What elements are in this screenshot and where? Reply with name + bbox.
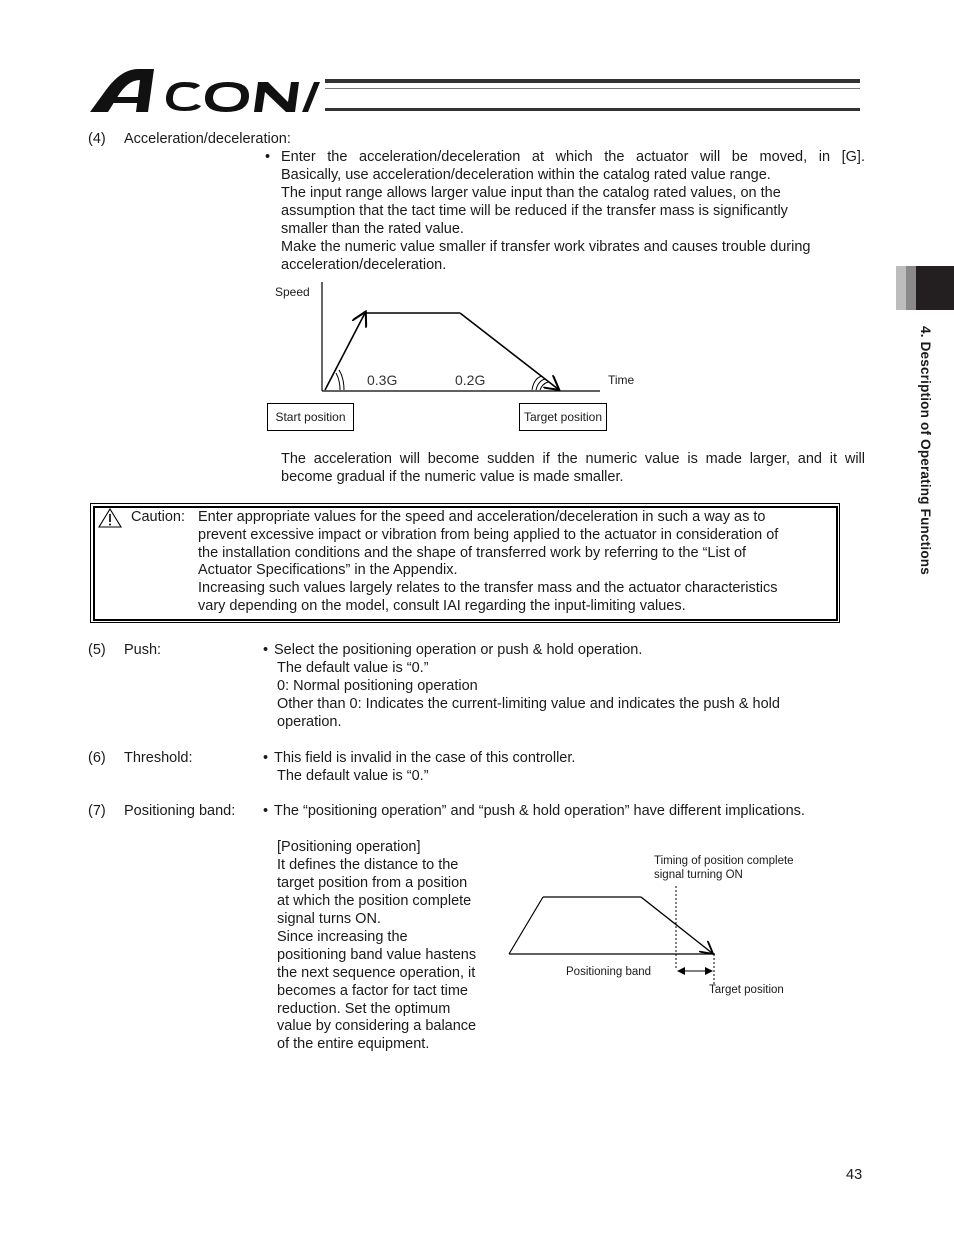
section4-line: acceleration/deceleration. (281, 257, 447, 273)
section4-line: Enter the acceleration/deceleration at which the actuator will be moved, in [G]. (281, 149, 865, 165)
caution-line: prevent excessive impact or vibration from being applied to the actuator in consideration of (198, 527, 779, 543)
side-tab-label: 4. Description of Operating Functions (918, 326, 933, 575)
positioning-band-label: Positioning band (566, 966, 652, 978)
section7-sub-line: at which the position complete (277, 893, 472, 909)
section7-line: The “positioning operation” and “push & hold operation” have different implications. (274, 803, 805, 819)
section7-sub-line: target position from a position (277, 875, 468, 891)
side-tab-dark (916, 266, 954, 310)
profile-accel (509, 897, 543, 954)
side-tab-grey (906, 266, 916, 310)
section5-line: Select the positioning operation or push & hold operation. (274, 642, 643, 658)
accel-value-label: 0.3G (367, 372, 398, 388)
section4-line: The input range allows larger value input than the catalog rated values, on the (281, 185, 781, 201)
caution-line: Actuator Specifications” in the Appendix. (198, 562, 458, 578)
section4-after-line: The acceleration will become sudden if the numeric value is made larger, and it will (281, 451, 865, 467)
section6-line: This field is invalid in the case of this controller. (274, 750, 576, 766)
section7-sub-line: It defines the distance to the (277, 857, 459, 873)
caution-line: vary depending on the model, consult IAI regarding the input-limiting values. (198, 598, 686, 614)
section7-sub-line: [Positioning operation] (277, 839, 421, 855)
section7-sub-line: signal turns ON. (277, 911, 381, 927)
accel-segment (325, 313, 365, 390)
caution-line: Enter appropriate values for the speed and acceleration/deceleration in such a way as to (198, 509, 766, 525)
section4-after-line: become gradual if the numeric value is made smaller. (281, 469, 624, 485)
section5-line: operation. (277, 714, 342, 730)
section7-number: (7) (88, 803, 106, 819)
header-rule-thin (325, 88, 860, 89)
section6-title: Threshold: (124, 750, 193, 766)
section4-line: assumption that the tact time will be reduced if the transfer mass is significantly (281, 203, 788, 219)
side-tab-light (896, 266, 906, 310)
caution-line: the installation conditions and the shape of transferred work by referring to the “List of (198, 545, 747, 561)
decel-angle-arc-3 (540, 382, 548, 390)
section7-sub-line: value by considering a balance (277, 1018, 477, 1034)
section7-sub-line: of the entire equipment. (277, 1036, 430, 1052)
section7-sub-line: becomes a factor for tact time (277, 983, 468, 999)
bullet-icon: • (263, 750, 269, 766)
time-axis-label: Time (608, 373, 635, 387)
section6-line: The default value is “0.” (277, 768, 429, 784)
section5-line: The default value is “0.” (277, 660, 429, 676)
acon-logo (88, 66, 328, 114)
header-rule (325, 79, 860, 83)
bullet-icon: • (265, 149, 271, 165)
caution-label: Caution: (131, 509, 186, 525)
section6-number: (6) (88, 750, 106, 766)
caution-line: Increasing such values largely relates to the transfer mass and the actuator characteristics (198, 580, 778, 596)
section4-title: Acceleration/deceleration: (124, 131, 291, 147)
section7-sub-line: the next sequence operation, it (277, 965, 476, 981)
warning-triangle-icon (98, 508, 122, 528)
decel-value-label: 0.2G (455, 372, 486, 388)
section5-line: Other than 0: Indicates the current-limiting value and indicates the push & hold (277, 696, 780, 712)
section4-number: (4) (88, 131, 106, 147)
section4-line: Make the numeric value smaller if transfer work vibrates and causes trouble during (281, 239, 811, 255)
header-rule-bottom (325, 108, 860, 111)
timing-label-line1: Timing of position complete (654, 855, 794, 867)
start-position-box: Start position (267, 403, 354, 431)
target-position-box: Target position (519, 403, 607, 431)
bullet-icon: • (263, 642, 269, 658)
section5-title: Push: (124, 642, 162, 658)
profile-decel (641, 897, 712, 953)
section7-title: Positioning band: (124, 803, 236, 819)
section7-sub-line: reduction. Set the optimum (277, 1001, 451, 1017)
section5-line: 0: Normal positioning operation (277, 678, 478, 694)
section5-number: (5) (88, 642, 106, 658)
target-position-label: Target position (709, 984, 784, 996)
bullet-icon: • (263, 803, 269, 819)
speed-axis-label: Speed (275, 285, 310, 299)
accel-angle-arc (336, 373, 340, 390)
section7-sub-line: Since increasing the (277, 929, 408, 945)
section4-line: Basically, use acceleration/deceleration within the catalog rated value range. (281, 167, 771, 183)
section4-line: smaller than the rated value. (281, 221, 464, 237)
section7-sub-line: positioning band value hastens (277, 947, 477, 963)
timing-label-line2: signal turning ON (654, 869, 743, 881)
page-number: 43 (846, 1167, 863, 1183)
